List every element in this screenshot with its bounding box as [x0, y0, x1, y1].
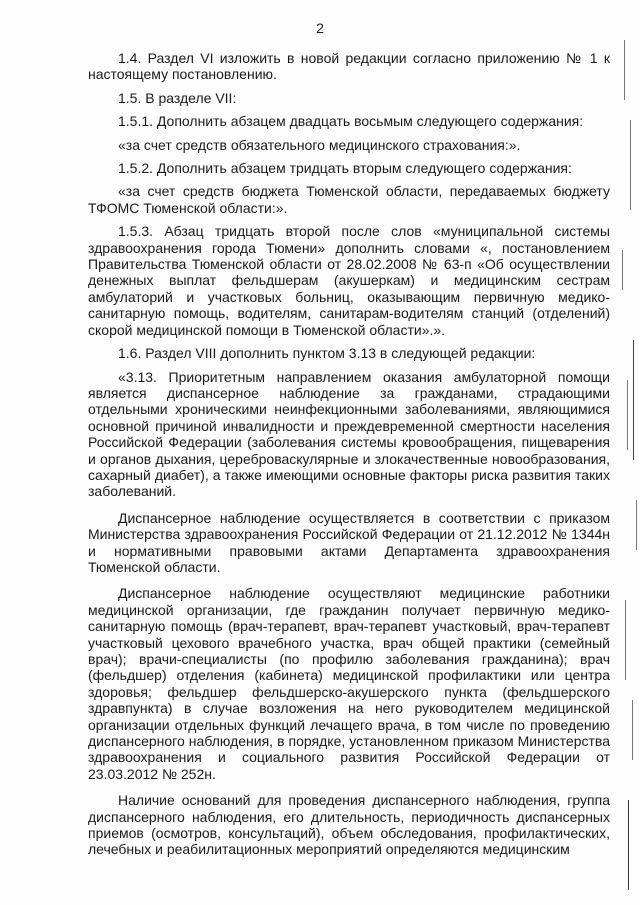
document-body: [88, 50, 610, 865]
paragraph-1-4: 1.4. Раздел VI изложить в новой редакции согласно приложению № 1 к настоящему постановлению.: [88, 50, 610, 83]
paragraph-1-5-3: 1.5.3. Абзац тридцать второй после слов «муниципальной системы здравоохранения города Тюмени» дополнить словами «, постановлением Правительства Тюменской области от 28.02.2008 № 63-п «Об осуществлении денежных выплат фельдшерам (акушеркам) и медицинским сестрам амбулаторий и участковых больниц, оказывающим первичную медико-санитарную помощь, водителям, санитарам-водителям станций (отделений) скорой медицинской помощи в Тюменской области».».: [88, 223, 610, 338]
paragraph-1-6: 1.6. Раздел VIII дополнить пунктом 3.13 в следующей редакции:: [118, 345, 536, 362]
paragraph-dispensary-basis: Диспансерное наблюдение осуществляется в соответствии с приказом Министерства здравоохранения Российской Федерации от 21.12.2012 № 1344н и нормативными правовыми актами Департамента здравоохранения Тюменской области.: [88, 509, 610, 575]
paragraph-1-5-2: 1.5.2. Дополнить абзацем тридцать вторым следующего содержания:: [118, 160, 572, 177]
paragraph-quote-oms: «за счет средств обязательного медицинского страхования:».: [118, 136, 521, 153]
paragraph-dispensary-staff: Диспансерное наблюдение осуществляют медицинские работники медицинской организации, где гражданин получает первичную медико-санитарную помощь (врач-терапевт, врач-терапевт участковый, врач-терапевт участковый цехового врачебного участка, врач общей практики (семейный врач); врачи-специалисты (по профилю заболевания гражданина); врач (фельдшер) отделения (кабинета) медицинской профилактики или центра здоровья; фельдшер фельдшерско-акушерского пункта (фельдшерского здравпункта) в случае возложения на него руководителем медицинской организации отдельных функций лечащего врача, в том числе по проведению диспансерного наблюдения, в порядке, установленном приказом Министерства здравоохранения и социального развития Российской Федерации от 23.03.2012 № 252н.: [88, 585, 610, 782]
page-number: 2: [316, 20, 324, 36]
scan-edge-artifacts: [618, 0, 640, 905]
paragraph-3-13: «3.13. Приоритетным направлением оказания амбулаторной помощи является диспансерное наблюдение за гражданами, страдающими отдельными хроническими неинфекционными заболеваниями, являющимися основной причиной инвалидности и преждевременной смертности населения Российской Федерации (заболевания системы кровообращения, пищеварения и органов дыхания, цереброваскулярные и злокачественные новообразования, сахарный диабет), а также имеющими основные факторы риска развития таких заболеваний.: [88, 368, 610, 500]
paragraph-dispensary-grounds: Наличие оснований для проведения диспансерного наблюдения, группа диспансерного наблюдения, его длительность, периодичность диспансерных приемов (осмотров, консультаций), объем обследования, профилактических, лечебных и реабилитационных мероприятий определяются медицинским: [88, 792, 610, 858]
paragraph-1-5-1: 1.5.1. Дополнить абзацем двадцать восьмым следующего содержания:: [118, 113, 584, 130]
paragraph-quote-budget: «за счет средств бюджета Тюменской области, передаваемых бюджету ТФОМС Тюменской области:».: [88, 183, 610, 216]
paragraph-1-5: 1.5. В разделе VII:: [118, 89, 237, 106]
